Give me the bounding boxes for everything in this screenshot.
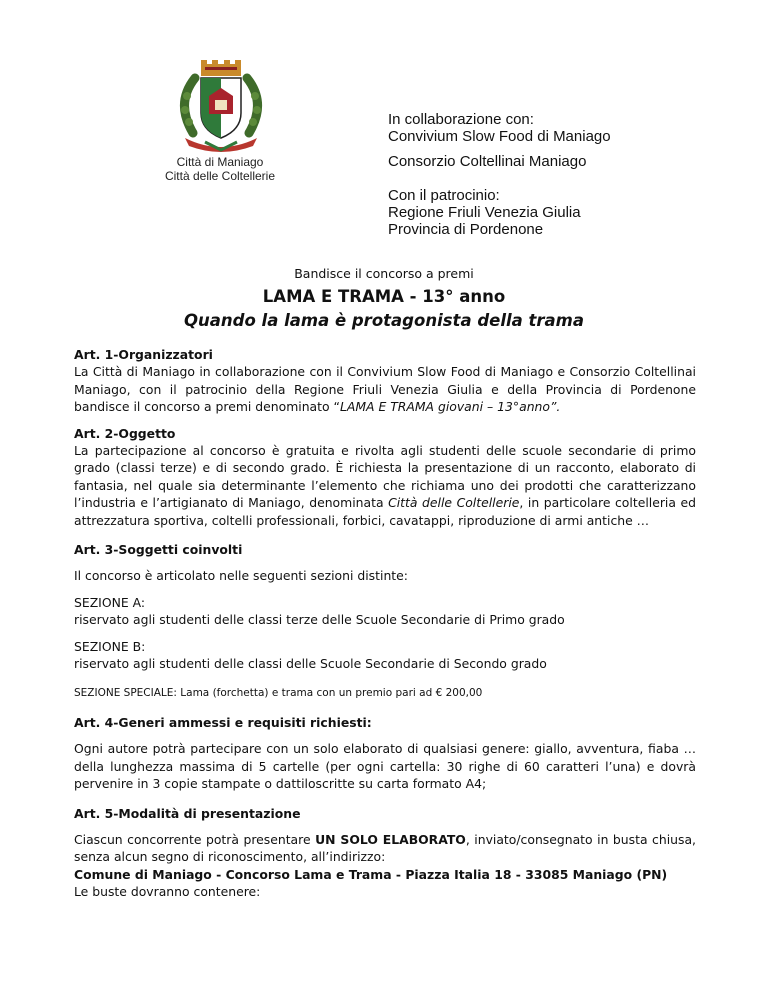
sezione-a-text: riservato agli studenti delle classi terze delle Scuole Secondarie di Primo grado: [74, 612, 565, 628]
sezione-b-text: riservato agli studenti delle classi delle Scuole Secondarie di Secondo grado: [74, 656, 547, 672]
sezione-b-label: SEZIONE B:: [74, 638, 146, 654]
art5-text: [74, 831, 696, 866]
art4-text: Ogni autore potrà partecipare con un solo elaborato di qualsiasi genere: giallo, avventura, fiaba … della lunghezza massima di 5 cartelle (per ogni cartella: 30 righe di 60 caratteri l’una) e dovrà pervenire in 3 copie stampate o dattiloscritte su carta formato A4;: [74, 741, 696, 792]
city-crest-logo: [165, 58, 277, 158]
crest-caption: [150, 155, 290, 183]
patron: Provincia di Pordenone: [388, 221, 544, 238]
art2-text-em: Città delle Coltellerie: [388, 495, 520, 511]
collab-partner: Consorzio Coltellinai Maniago: [388, 153, 587, 170]
art4-heading: Art. 4-Generi ammessi e requisiti richiesti:: [74, 714, 372, 730]
collaboration-block: [388, 111, 611, 238]
art1-text: [74, 363, 696, 415]
art5-text-strong: UN SOLO ELABORATO: [315, 831, 466, 847]
page-subtitle: Quando la lama è protagonista della trama: [184, 311, 584, 330]
art2-heading: Art. 2-Oggetto: [74, 425, 176, 441]
collab-partner: Convivium Slow Food di Maniago: [388, 128, 611, 145]
art1-text-em: LAMA E TRAMA giovani – 13°anno”.: [339, 399, 561, 415]
crest-caption-line: Città delle Coltellerie: [164, 169, 276, 183]
art2-text: [74, 442, 696, 529]
art5-text-b: , inviato/consegnato in busta chiusa, senza alcun segno di riconoscimento, all’indirizzo:: [74, 831, 696, 865]
art5-closing: Le buste dovranno contenere:: [74, 884, 261, 900]
patron: Regione Friuli Venezia Giulia: [388, 204, 581, 221]
art5-text-a: Ciascun concorrente potrà presentare: [74, 831, 316, 847]
document-body: [74, 346, 696, 901]
art2-text-b: , in particolare coltelleria ed attrezzatura sportiva, coltelli professionali, forbici, cavatappi, riproduzione di armi antiche …: [74, 495, 696, 528]
sezione-speciale: SEZIONE SPECIALE: Lama (forchetta) e trama con un premio pari ad € 200,00: [74, 686, 483, 699]
art1-heading: Art. 1-Organizzatori: [74, 347, 213, 362]
crest-caption-line: Città di Maniago: [176, 155, 264, 169]
patronage-label: Con il patrocinio:: [388, 187, 500, 204]
art3-intro: Il concorso è articolato nelle seguenti sezioni distinte:: [74, 568, 408, 584]
art5-address: [74, 866, 696, 883]
art3-heading: Art. 3-Soggetti coinvolti: [74, 542, 243, 558]
page-title: LAMA E TRAMA - 13° anno: [262, 287, 506, 306]
art5-heading: Art. 5-Modalità di presentazione: [74, 805, 301, 821]
art1-text-a: La Città di Maniago in collaborazione con il Convivium Slow Food di Maniago e Consorzio Coltellinai Maniago, con il patrocinio della Regione Friuli Venezia Giulia e della Provincia di Pordenone bandisce il concorso a premi denominato “: [74, 364, 696, 415]
sezione-a-label: SEZIONE A:: [74, 594, 146, 610]
intro-bandisce: Bandisce il concorso a premi: [294, 266, 474, 281]
art2-text-a: La partecipazione al concorso è gratuita e rivolta agli studenti delle scuole secondarie di primo grado (classi terze) e di secondo grado. È richiesta la presentazione di un racconto, elaborato di fantasia, nel quale sia determinante l’elemento che richiama uno dei prodotti che caratterizzano l’industria e l’artigianato di Maniago, denominata: [74, 443, 696, 511]
collab-label: In collaborazione con:: [388, 111, 534, 128]
art5-address-text: Comune di Maniago - Concorso Lama e Trama - Piazza Italia 18 - 33085 Maniago (PN): [74, 866, 668, 882]
